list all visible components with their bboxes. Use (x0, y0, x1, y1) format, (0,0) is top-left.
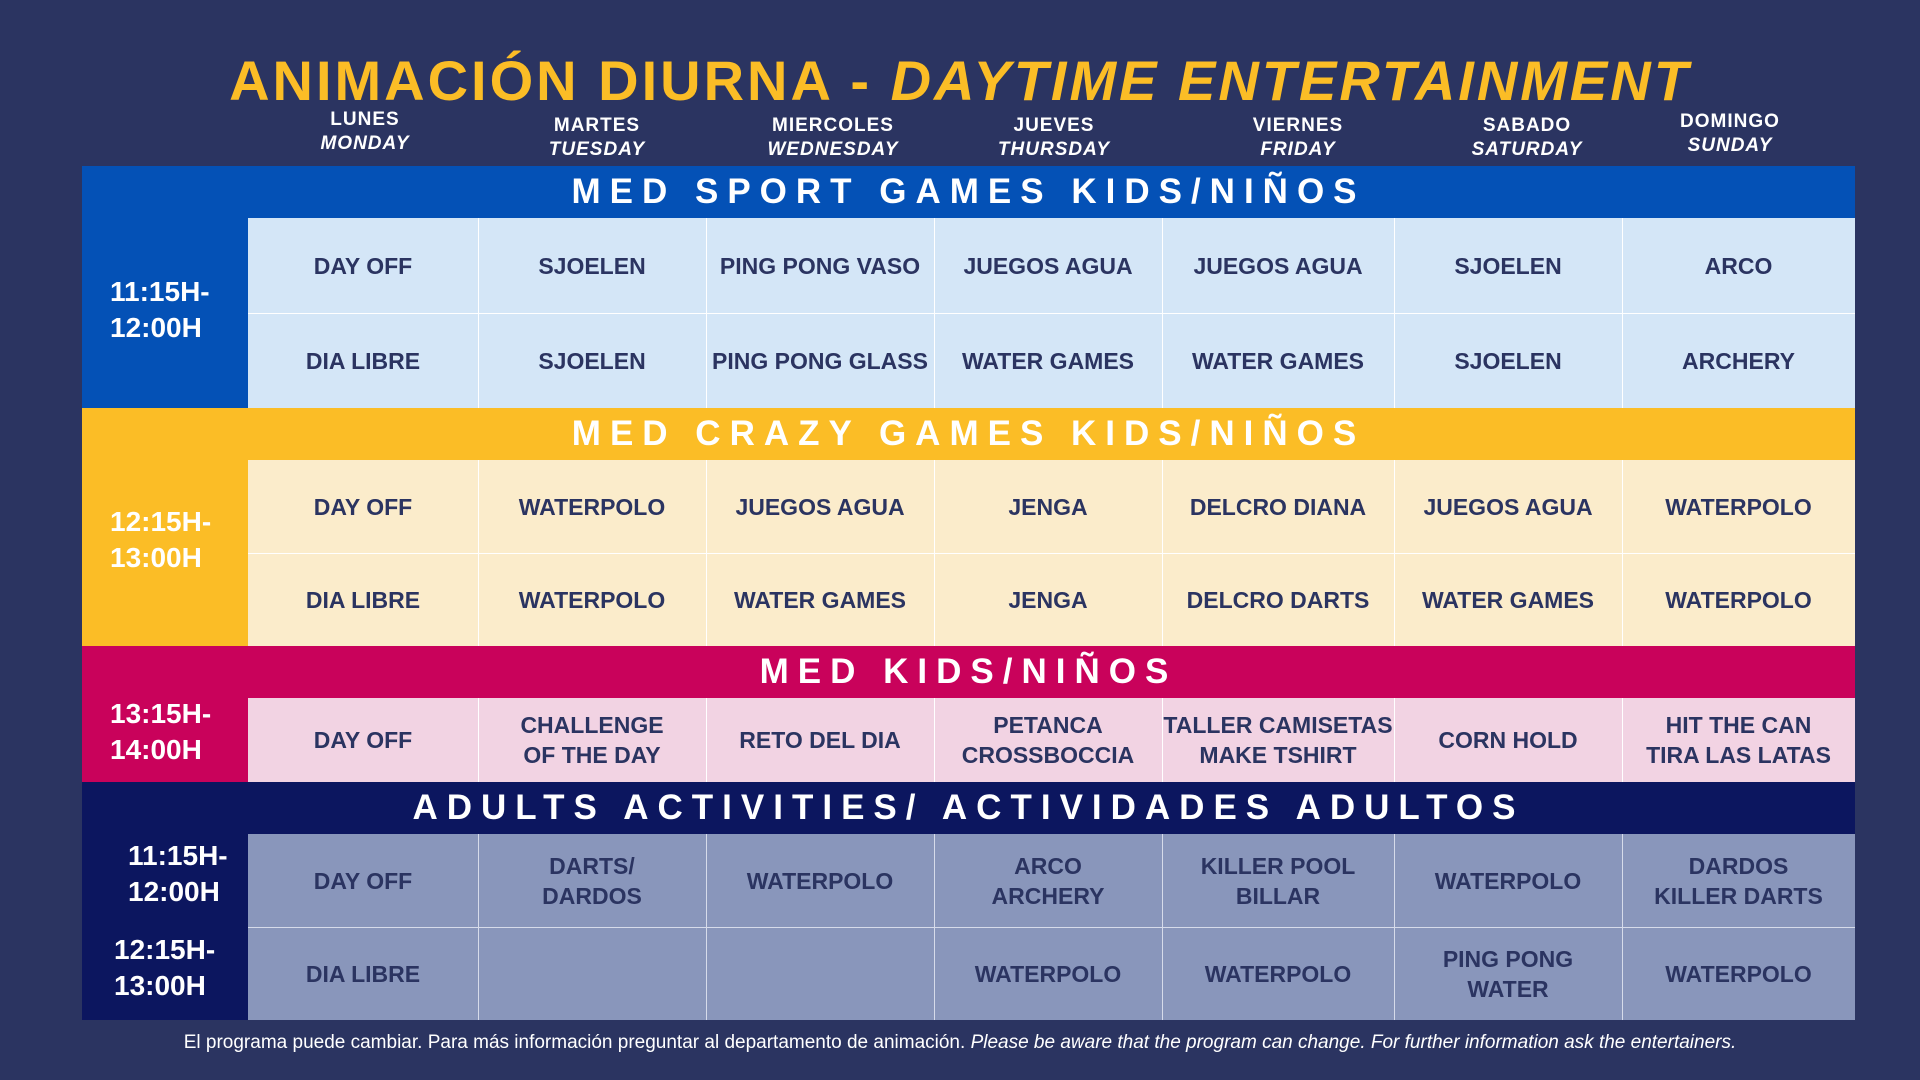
day-name-en: SUNDAY (1687, 135, 1773, 156)
adults-row2-cell-6 (1622, 927, 1855, 1020)
kids-time-column (82, 646, 248, 782)
activity-label: ARCHERY (1682, 347, 1795, 374)
sport-row1-cell-0 (248, 218, 478, 313)
sport-games-header: MED SPORT GAMES KIDS/NIÑOS (82, 166, 1855, 218)
activity-label (1443, 944, 1573, 1004)
activity-line: CHALLENGE (520, 712, 664, 738)
activity-label: WATER GAMES (1421, 586, 1595, 613)
column-divider (1622, 460, 1623, 646)
adults-row2-cell-2 (706, 927, 934, 1020)
crazy-row2-cell-6 (1622, 553, 1855, 646)
column-divider (934, 460, 935, 646)
column-divider (478, 460, 479, 646)
activity-label: SJOELEN (1454, 252, 1562, 279)
column-divider (1622, 218, 1623, 408)
crazy-row1-cell-6 (1622, 460, 1855, 553)
med-kids-header: MED KIDS/NIÑOS (82, 646, 1855, 698)
activity-label: DIA LIBRE (305, 347, 421, 374)
sport-row1-cell-4 (1162, 218, 1394, 313)
sport-row1-cell-5 (1394, 218, 1622, 313)
sport-games-section (82, 166, 1855, 408)
column-divider (1162, 218, 1163, 408)
crazy-row1-cell-2 (706, 460, 934, 553)
activity-label (314, 866, 412, 896)
day-header-3 (944, 114, 1164, 162)
activity-label: PING PONG VASO (719, 252, 921, 279)
adults-slot1-end: 12:00H (128, 876, 220, 907)
footer-english: Please be aware that the program can change. For further information ask the entertainers. (970, 1032, 1737, 1053)
day-name-en: TUESDAY (548, 139, 646, 160)
kids-row1-cell-4 (1162, 698, 1394, 782)
sport-row1-cell-3 (934, 218, 1162, 313)
adults-row2-cell-5 (1394, 927, 1622, 1020)
activity-line: WATERPOLO (1434, 867, 1582, 894)
day-name-es: MARTES (553, 115, 641, 136)
activity-line: TALLER CAMISETAS (1163, 712, 1393, 738)
column-divider (1622, 834, 1623, 1020)
activity-label (1665, 959, 1812, 989)
kids-row1-cell-6 (1622, 698, 1855, 782)
kids-time-start: 13:15H- (110, 698, 212, 729)
activity-label: SJOELEN (538, 347, 646, 374)
adults-row1-cell-4 (1162, 834, 1394, 927)
adults-slot1-start: 11:15H- (128, 840, 228, 871)
crazy-games-header: MED CRAZY GAMES KIDS/NIÑOS (82, 408, 1855, 460)
day-header-1 (487, 114, 707, 162)
activity-label (1438, 725, 1577, 755)
activity-label: WATERPOLO (1665, 586, 1812, 613)
activity-line: WATERPOLO (1665, 960, 1812, 987)
activity-line: MAKE TSHIRT (1199, 742, 1357, 768)
column-divider (934, 698, 935, 782)
activity-line: OF THE DAY (523, 742, 661, 768)
kids-row1-cell-1 (478, 698, 706, 782)
column-divider (478, 698, 479, 782)
activity-line: TIRA LAS LATAS (1646, 742, 1831, 768)
sport-row2-cell-3 (934, 313, 1162, 408)
activity-line: DARDOS (542, 882, 642, 909)
activity-line: DARTS/ (549, 852, 635, 879)
sport-time-end: 12:00H (110, 312, 202, 343)
med-kids-section (82, 646, 1855, 782)
crazy-time-start: 12:15H- (110, 506, 212, 537)
sport-row2-cell-4 (1162, 313, 1394, 408)
page-title (0, 48, 1920, 114)
activity-label: ARCO (1704, 252, 1773, 279)
kids-row1-cell-0 (248, 698, 478, 782)
adults-row1-cell-1 (478, 834, 706, 927)
activity-label (975, 959, 1122, 989)
adults-row1-cell-0 (248, 834, 478, 927)
activity-line: DAY OFF (313, 727, 413, 753)
activity-label (747, 866, 894, 896)
kids-row1-cell-5 (1394, 698, 1622, 782)
activity-label: WATER GAMES (961, 347, 1135, 374)
column-divider (706, 698, 707, 782)
adults-row1-cell-2 (706, 834, 934, 927)
activity-label (1205, 959, 1352, 989)
activity-label (542, 851, 642, 911)
sport-row2-cell-5 (1394, 313, 1622, 408)
crazy-row2-cell-3 (934, 553, 1162, 646)
kids-row1-cell-2 (706, 698, 934, 782)
footer-note (0, 1032, 1920, 1054)
activity-label: JENGA (1008, 586, 1088, 613)
day-name-en: SATURDAY (1471, 139, 1583, 160)
column-divider (706, 218, 707, 408)
crazy-row1-cell-0 (248, 460, 478, 553)
kids-time-end: 14:00H (110, 734, 202, 765)
activity-label: SJOELEN (1454, 347, 1562, 374)
day-name-es: LUNES (330, 109, 400, 130)
column-divider (1162, 698, 1163, 782)
adults-header: ADULTS ACTIVITIES/ ACTIVIDADES ADULTOS (82, 782, 1855, 834)
adults-row1-cell-5 (1394, 834, 1622, 927)
activity-line: HIT THE CAN (1665, 712, 1812, 738)
day-name-es: MIERCOLES (772, 115, 894, 136)
activity-label (1654, 851, 1823, 911)
sport-row2-cell-0 (248, 313, 478, 408)
adults-row1-cell-3 (934, 834, 1162, 927)
activity-line: ARCHERY (991, 882, 1105, 909)
activity-label: DAY OFF (313, 493, 413, 520)
kids-row1-cell-3 (934, 698, 1162, 782)
activity-line: CROSSBOCCIA (961, 742, 1135, 768)
activity-label (1646, 710, 1831, 770)
day-header-2 (723, 114, 943, 162)
day-name-en: MONDAY (320, 133, 410, 154)
crazy-cells (248, 460, 1855, 646)
activity-label: WATERPOLO (1665, 493, 1812, 520)
crazy-row2-cell-2 (706, 553, 934, 646)
activity-line: CORN HOLD (1438, 727, 1578, 753)
sport-row2-cell-6 (1622, 313, 1855, 408)
activity-label: DELCRO DIANA (1189, 493, 1367, 520)
activity-label (739, 725, 900, 755)
adults-row2-cell-0 (248, 927, 478, 1020)
activity-line: WATERPOLO (974, 960, 1122, 987)
column-divider (478, 834, 479, 1020)
sport-row2-cell-2 (706, 313, 934, 408)
column-divider (1394, 460, 1395, 646)
column-divider (1394, 218, 1395, 408)
crazy-row2-cell-5 (1394, 553, 1622, 646)
day-name-es: DOMINGO (1680, 111, 1780, 132)
column-divider (1162, 460, 1163, 646)
day-header-6 (1620, 110, 1840, 158)
title-english: DAYTIME ENTERTAINMENT (890, 49, 1691, 112)
day-name-es: SABADO (1482, 115, 1572, 136)
activity-line: WATER (1467, 975, 1549, 1002)
column-divider (478, 218, 479, 408)
day-name-es: JUEVES (1013, 115, 1095, 136)
activity-label (314, 725, 412, 755)
sport-row1-cell-1 (478, 218, 706, 313)
adults-slot2-start: 12:15H- (114, 934, 216, 965)
activity-label: WATER GAMES (733, 586, 907, 613)
activity-label: DAY OFF (313, 252, 413, 279)
crazy-row2-cell-4 (1162, 553, 1394, 646)
activity-line: WATERPOLO (746, 867, 894, 894)
activity-label (1435, 866, 1582, 896)
day-header-row (0, 108, 1920, 168)
crazy-time-end: 13:00H (110, 542, 202, 573)
adults-row2-cell-1 (478, 927, 706, 1020)
kids-cells (248, 698, 1855, 782)
activity-label: WATERPOLO (518, 493, 666, 520)
activity-label (520, 710, 663, 770)
adults-slot2-end: 13:00H (114, 970, 206, 1001)
day-name-es: VIERNES (1252, 115, 1344, 136)
activity-label: JUEGOS AGUA (735, 493, 905, 520)
day-header-0 (255, 108, 475, 156)
adults-time-column (82, 782, 248, 1020)
adults-row2-cell-3 (934, 927, 1162, 1020)
activity-line: BILLAR (1235, 882, 1321, 909)
activity-line: DARDOS (1688, 852, 1789, 879)
day-name-en: FRIDAY (1260, 139, 1336, 160)
activity-label: JENGA (1008, 493, 1088, 520)
activity-line: KILLER DARTS (1654, 882, 1823, 909)
activity-line: WATERPOLO (1204, 960, 1352, 987)
activity-label: JUEGOS AGUA (1193, 252, 1363, 279)
activity-label: DELCRO DARTS (1186, 586, 1370, 613)
column-divider (1162, 834, 1163, 1020)
sport-row1-cell-2 (706, 218, 934, 313)
activity-line: PETANCA (993, 712, 1103, 738)
title-spanish: ANIMACIÓN DIURNA - (229, 49, 891, 112)
sport-row2-cell-1 (478, 313, 706, 408)
activity-label: JUEGOS AGUA (963, 252, 1133, 279)
activity-line: KILLER POOL (1200, 852, 1356, 879)
column-divider (706, 460, 707, 646)
activity-label: WATER GAMES (1191, 347, 1365, 374)
adults-section (82, 782, 1855, 1020)
column-divider (1394, 834, 1395, 1020)
activity-label: JUEGOS AGUA (1423, 493, 1593, 520)
activity-line: DIA LIBRE (305, 960, 421, 987)
crazy-row2-cell-1 (478, 553, 706, 646)
activity-label: SJOELEN (538, 252, 646, 279)
column-divider (934, 834, 935, 1020)
column-divider (1622, 698, 1623, 782)
day-name-en: THURSDAY (997, 139, 1111, 160)
activity-line: ARCO (1014, 852, 1082, 879)
day-name-en: WEDNESDAY (767, 139, 899, 160)
column-divider (1394, 698, 1395, 782)
day-header-4 (1188, 114, 1408, 162)
footer-spanish: El programa puede cambiar. Para más información preguntar al departamento de animación. (183, 1032, 971, 1053)
crazy-games-section (82, 408, 1855, 646)
adults-row1-cell-6 (1622, 834, 1855, 927)
activity-label (306, 959, 420, 989)
crazy-row2-cell-0 (248, 553, 478, 646)
sport-row1-cell-6 (1622, 218, 1855, 313)
crazy-time-column (82, 408, 248, 646)
column-divider (934, 218, 935, 408)
activity-label (1163, 710, 1392, 770)
activity-label (1201, 851, 1356, 911)
adults-cells (248, 834, 1855, 1020)
day-header-5 (1417, 114, 1637, 162)
activity-label: WATERPOLO (518, 586, 666, 613)
crazy-row1-cell-1 (478, 460, 706, 553)
activity-line: DAY OFF (313, 867, 413, 894)
activity-label (962, 710, 1135, 770)
crazy-row1-cell-5 (1394, 460, 1622, 553)
crazy-row1-cell-4 (1162, 460, 1394, 553)
activity-line: RETO DEL DIA (739, 727, 901, 753)
activity-label: DIA LIBRE (305, 586, 421, 613)
activity-line: PING PONG (1442, 945, 1574, 972)
activity-label: PING PONG GLASS (712, 347, 928, 374)
sport-time-column (82, 166, 248, 408)
activity-label (992, 851, 1105, 911)
column-divider (706, 834, 707, 1020)
adults-row2-cell-4 (1162, 927, 1394, 1020)
sport-cells (248, 218, 1855, 408)
crazy-row1-cell-3 (934, 460, 1162, 553)
sport-time-start: 11:15H- (110, 276, 210, 307)
